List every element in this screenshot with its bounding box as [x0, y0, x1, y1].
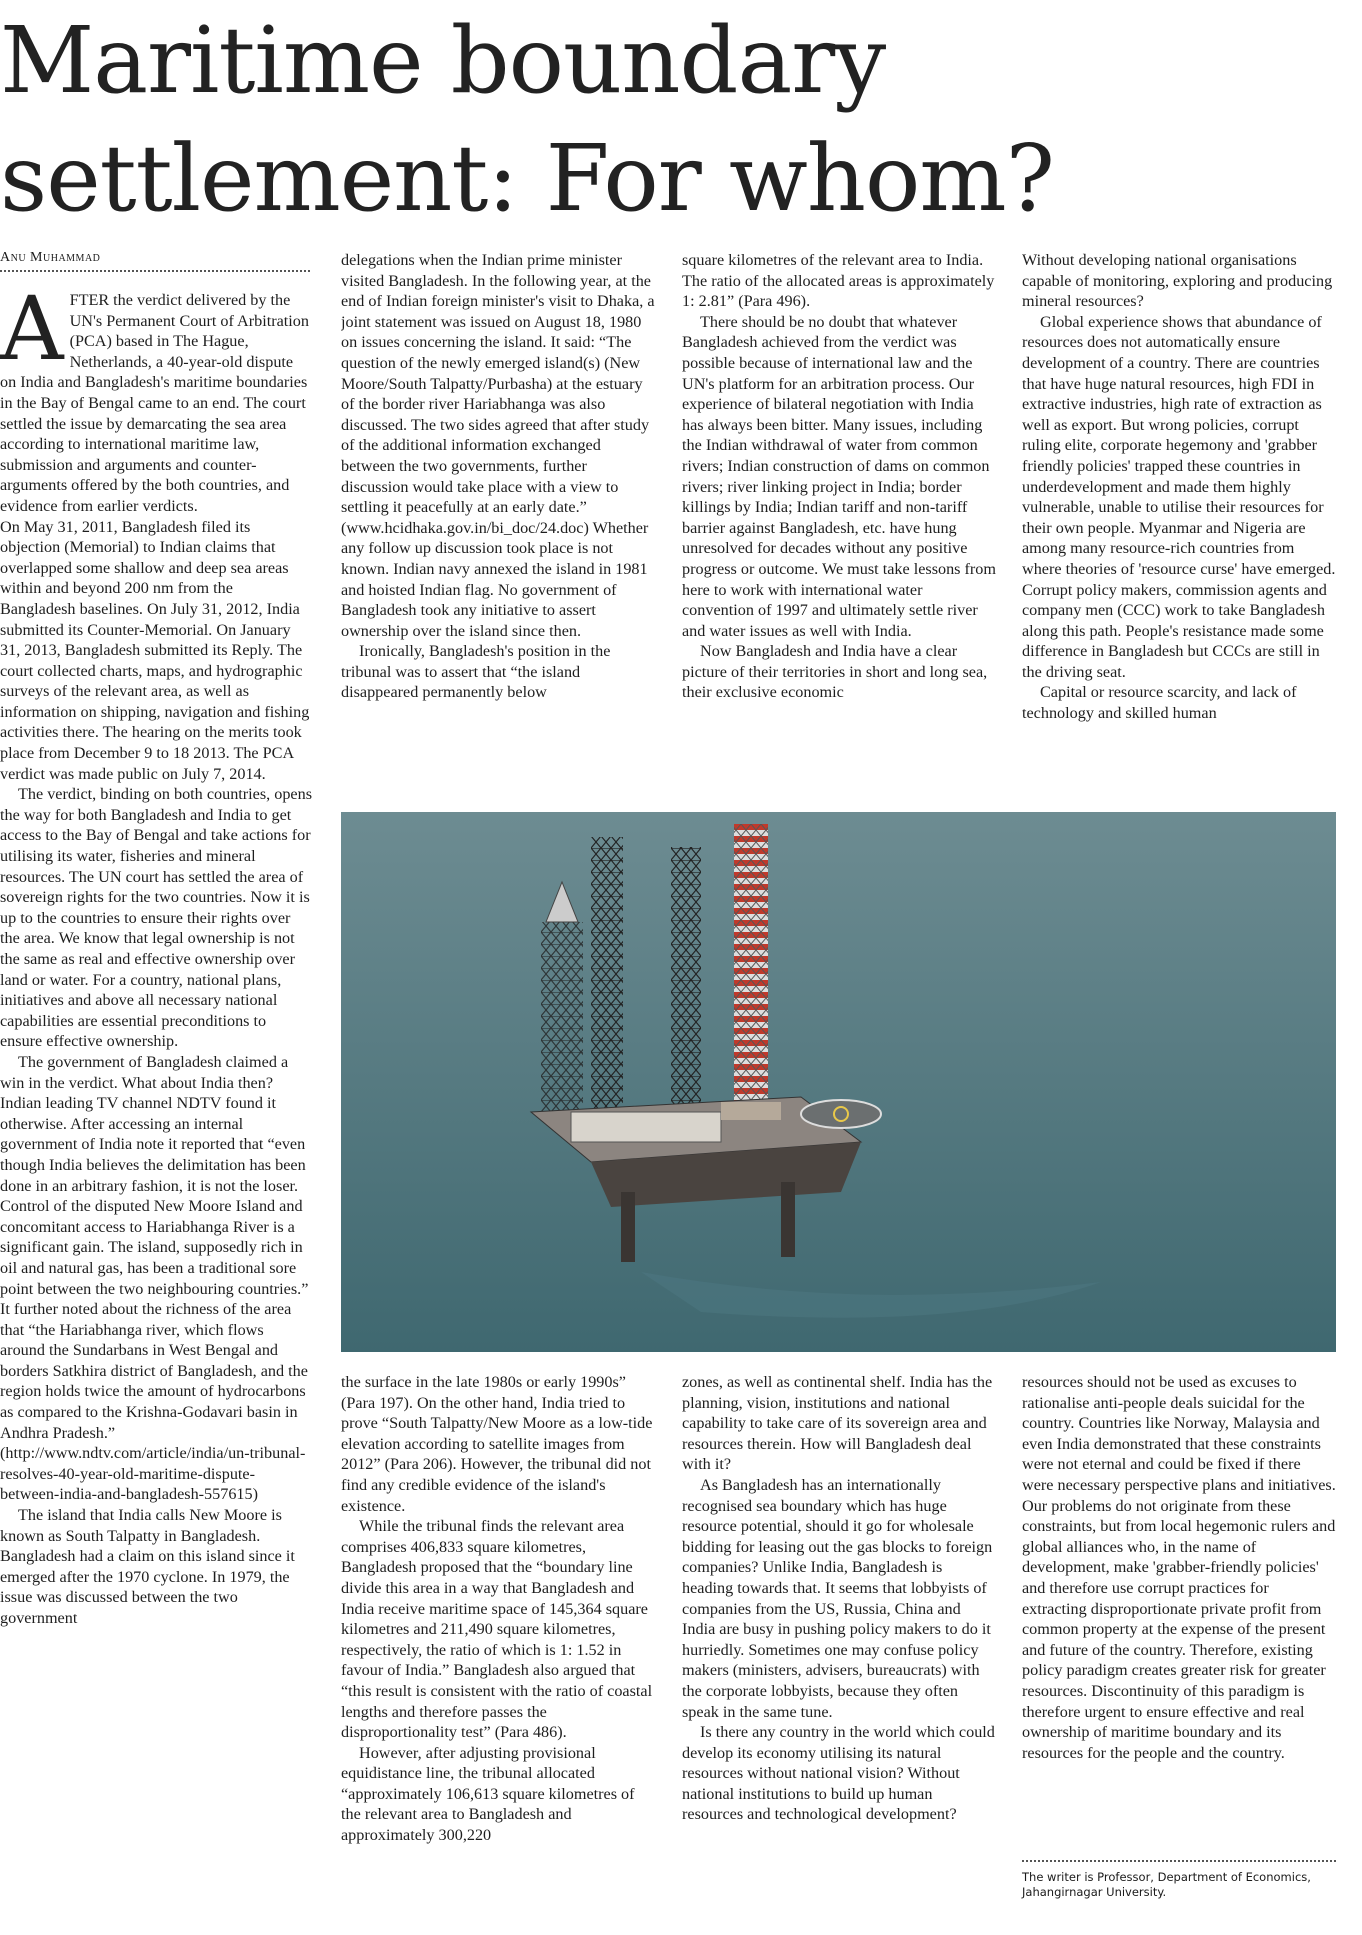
- column-3-top: [682, 250, 996, 798]
- paragraph: resources should not be used as excuses to rationalise anti-people deals suicidal for the country. Countries like Norway, Malaysia and even India demonstrated that these constraints were not eternal and could be fixed if there were necessary perspective plans and initiatives. Our problems do not originate from these constraints, but from local hegemonic rulers and global alliances who, in the name of development, make 'grabber-friendly policies' and therefore use corrupt practices for extracting disproportionate private profit from common property at the expense of the present and future of the country. Therefore, existing policy paradigm creates greater risk for greater resources. Discontinuity of this paradigm is therefore urgent to ensure effective and real ownership of maritime boundary and its resources for the people and the country.: [1022, 1373, 1336, 1762]
- paragraph: While the tribunal finds the relevant area comprises 406,833 square kilometres, Bangladesh proposed that the “boundary line divide this area in a way that Bangladesh and India receive maritime space of 145,364 square kilometres and 211,490 square kilometres, respectively, the ratio of which is 1: 1.52 in favour of India.” Bangladesh also argued that “this result is consistent with the ratio of coastal lengths and therefore passes the disproportionality test” (Para 486).: [341, 1517, 653, 1742]
- paragraph: [0, 290, 312, 517]
- paragraph-text: FTER the verdict delivered by the UN's Permanent Court of Arbitration (PCA) based in The Hague, Netherlands, a 40-year-old dispute on India and Bangladesh's maritime boundaries in the Bay of Bengal came to an end. The court settled the issue by demarcating the sea area according to international maritime law, submission and arguments and counter-arguments offered by the both countries, and evidence from earlier verdicts.: [0, 291, 309, 515]
- rig-crane: [721, 1102, 781, 1120]
- column-3-bottom: [682, 1372, 996, 1932]
- paragraph: square kilometres of the relevant area to India. The ratio of the allocated areas is approximately 1: 2.81” (Para 496).: [682, 251, 995, 311]
- rig-leg-1: [591, 837, 623, 1137]
- paragraph: Now Bangladesh and India have a clear picture of their territories in short and long sea, their exclusive economic: [682, 642, 988, 702]
- paragraph: However, after adjusting provisional equidistance line, the tribunal allocated “approximately 106,613 square kilometres of the relevant area to Bangladesh and approximately 300,220: [341, 1743, 635, 1845]
- byline: Anu Muhammad: [0, 250, 310, 272]
- paragraph: As Bangladesh has an internationally recognised sea boundary which has huge resource potential, should it go for wholesale bidding for leasing out the gas blocks to foreign companies? Unlike India, Bangladesh is heading towards that. It seems that lobbyists of companies from the US, Russia, China and India are busy in pushing policy makers to do it hurriedly. Sometimes one may confuse policy makers (ministers, advisers, bureaucrats) with the corporate lobbyists, because they often speak in the same tune.: [682, 1475, 993, 1721]
- paragraph: delegations when the Indian prime minister visited Bangladesh. In the following year, at the end of Indian foreign minister's visit to Dhaka, a joint statement was issued on August 18, 1980 on issues concerning the island. It said: “The question of the newly emerged island(s) (New Moore/South Talpatty/Purbasha) at the estuary of the border river Hariabhanga was also discussed. The two sides agreed that after study of the additional information exchanged between the two governments, further discussion would take place with a view to settling it peacefully at an early date.” (www.hcidhaka.gov.in/bi_doc/24.doc) Whether any follow up discussion took place is not known. Indian navy annexed the island in 1981 and hoisted Indian flag. No government of Bangladesh took any initiative to assert ownership over the island since then.: [341, 251, 655, 640]
- paragraph: the surface in the late 1980s or early 1990s” (Para 197). On the other hand, India tried to prove “South Talpatty/New Moore as a low-tide elevation according to satellite images from 2012” (Para 206). However, the tribunal did not find any credible evidence of the island's existence.: [341, 1373, 653, 1515]
- paragraph: On May 31, 2011, Bangladesh filed its objection (Memorial) to Indian claims that overlapped some shallow and deep sea areas within and beyond 200 nm from the Bangladesh baselines. On July 31, 2012, India submitted its Counter-Memorial. On January 31, 2013, Bangladesh submitted its Reply. The court collected charts, maps, and hydrographic surveys of the relevant area, as well as information on shipping, navigation and fishing activities there. The hearing on the merits took place from December 9 to 18 2013. The PCA verdict was made public on July 7, 2014.: [0, 517, 310, 783]
- column-2-top: [341, 250, 655, 798]
- paragraph: The verdict, binding on both countries, opens the way for both Bangladesh and India to get access to the Bay of Bengal and take actions for utilising its water, fisheries and mineral resources. The UN court has settled the area of sovereign rights for the two countries. Now it is up to the countries to ensure their rights over the area. We know that legal ownership is not the same as real and effective ownership over land or water. For a country, national plans, initiatives and above all necessary national capabilities are essential preconditions to ensure effective ownership.: [0, 785, 312, 1051]
- paragraph: There should be no doubt that whatever Bangladesh achieved from the verdict was possible because of international law and the UN's platform for an arbitration process. Our experience of bilateral negotiation with India has always been bitter. Many issues, including the Indian withdrawal of water from common rivers; Indian construction of dams on common rivers; river linking project in India; border killings by India; Indian tariff and non-tariff barrier against Bangladesh, etc. have hung unresolved for decades without any positive progress or outcome. We must take lessons from here to work with international water convention of 1997 and ultimately settle river and water issues as well with India.: [682, 312, 996, 640]
- derrick-left: [541, 922, 583, 1122]
- column-4-bottom: [1022, 1372, 1336, 1852]
- paragraph: Without developing national organisations capable of monitoring, exploring and producing mineral resources?: [1022, 251, 1333, 311]
- rig-leg-3: [734, 824, 768, 1134]
- paragraph: Is there any country in the world which could develop its economy utilising its natural resources without national vision? Without national institutions to build up human resources and technological development?: [682, 1723, 995, 1824]
- drop-cap: A: [0, 290, 64, 380]
- paragraph: The island that India calls New Moore is known as South Talpatty in Bangladesh. Bangladesh had a claim on this island since it emerged after the 1970 cyclone. In 1979, the issue was discussed between the two government: [0, 1506, 295, 1627]
- rig-support-2: [781, 1182, 795, 1257]
- helipad: [801, 1100, 881, 1128]
- paragraph: The government of Bangladesh claimed a win in the verdict. What about India then? Indian leading TV channel NDTV found it otherwise. After accessing an internal government of India note it reported that “even though India believes the delimitation has been done in an arbitrary fashion, it is not the loser. Control of the disputed New Moore Island and concomitant access to Hariabhanga River is a significant gain. The island, supposedly rich in oil and natural gas, has been a traditional sore point between the two neighbouring countries.” It further noted about the richness of the area that “the Hariabhanga river, which flows around the Sundarbans in West Bengal and borders Satkhira district of Bangladesh, and the region holds twice the amount of hydrocarbons as compared to the Krishna-Godavari basin in Andhra Pradesh.” (http://www.ndtv.com/article/india/un-tribunal-resolves-40-year-old-maritime-dispute-between-india-and-bangladesh-557615): [0, 1052, 309, 1504]
- paragraph: Ironically, Bangladesh's position in the tribunal was to assert that “the island disappeared permanently below: [341, 642, 611, 702]
- rig-leg-2: [671, 847, 701, 1137]
- paragraph: zones, as well as continental shelf. India has the planning, vision, institutions and national capability to take care of its sovereign area and resources therein. How will Bangladesh deal with it?: [682, 1373, 993, 1474]
- column-1: [0, 290, 312, 1935]
- column-2-bottom: [341, 1372, 655, 1932]
- rig-support-1: [621, 1192, 635, 1262]
- oil-rig-photo: [341, 812, 1336, 1352]
- paragraph: Global experience shows that abundance of resources does not automatically ensure development of a country. There are countries that have huge natural resources, high FDI in extractive industries, high rate of extraction as well as export. But wrong policies, corrupt ruling elite, corporate hegemony and 'grabber friendly policies' trapped these countries in underdevelopment and made them highly vulnerable, unable to utilise their resources for their own people. Myanmar and Nigeria are among many resource-rich countries from where theories of 'resource curse' have emerged. Corrupt policy makers, commission agents and company men (CCC) work to take Bangladesh along this path. People's resistance made some difference in Bangladesh but CCCs are still in the driving seat.: [1022, 312, 1336, 681]
- author-credit: The writer is Professor, Department of Economics, Jahangirnagar University.: [1022, 1860, 1336, 1900]
- paragraph: Capital or resource scarcity, and lack of technology and skilled human: [1022, 683, 1297, 723]
- headline: Maritime boundary settlement: For whom?: [0, 7, 1054, 232]
- column-4-top: [1022, 250, 1336, 798]
- rig-deckhouse: [571, 1112, 721, 1142]
- sea: [341, 812, 1336, 1352]
